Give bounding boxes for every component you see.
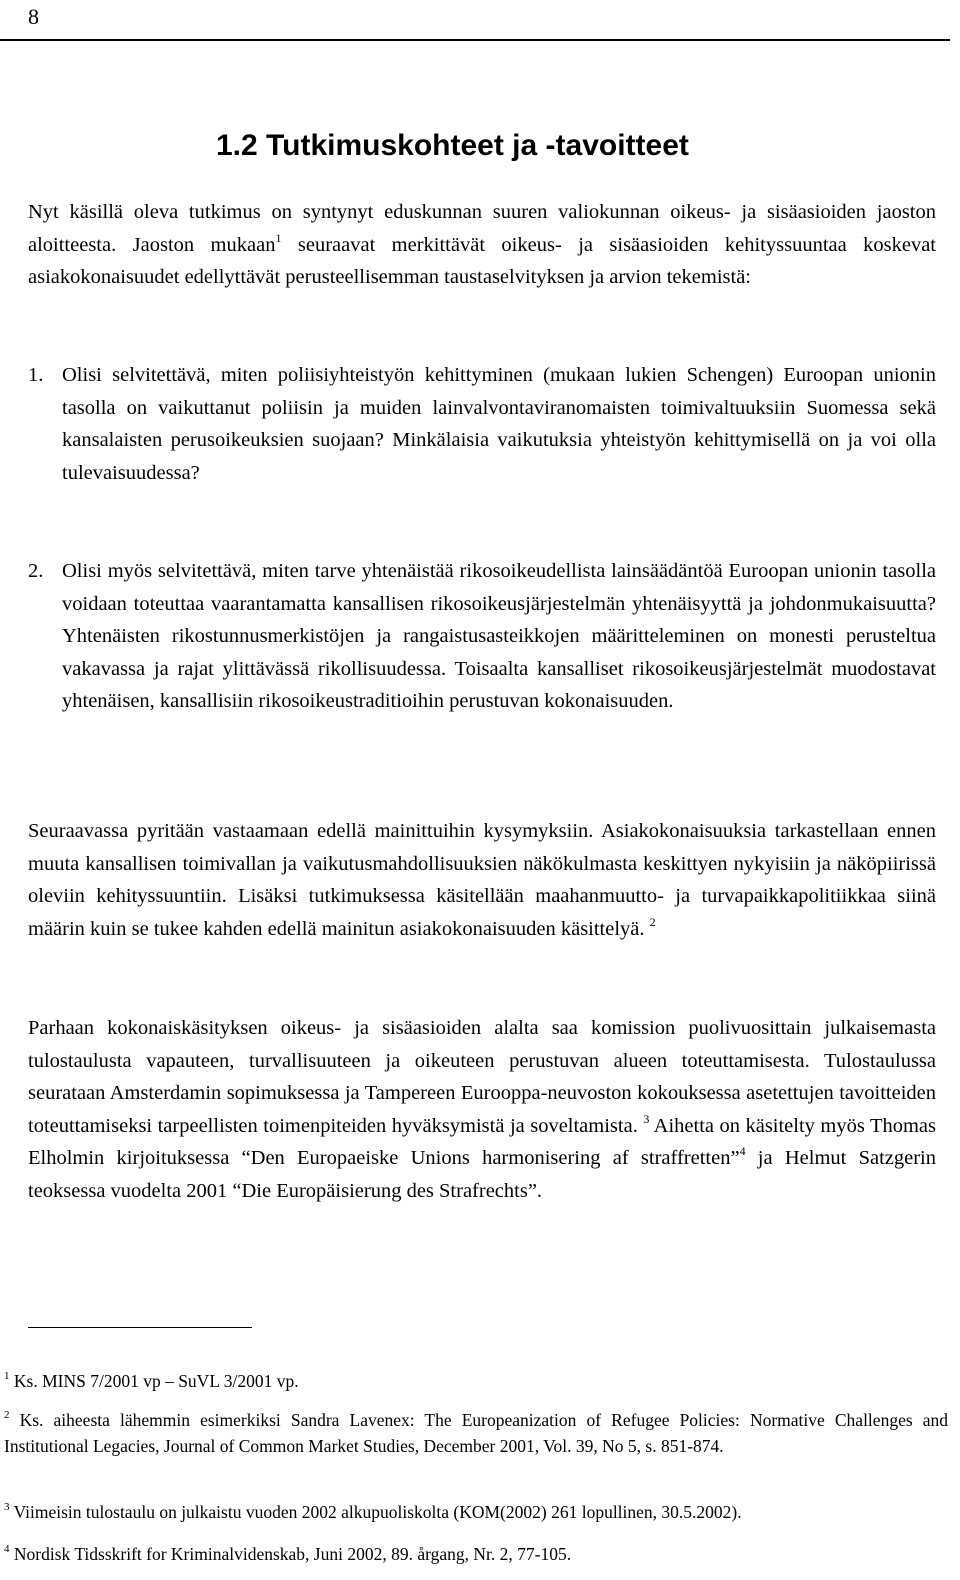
footnote-mark: 3 [4, 1501, 10, 1513]
paragraph-scope-text: Seuraavassa pyritään vastaamaan edellä mainittuihin kysymyksiin. Asiakokonaisuuksia tarkastellaan ennen muuta kansallisen toimivallan ja vaikutusmahdollisuuksien näkökulmasta keskittyen nykyisiin ja näköpiirissä oleviin kehityssuuntiin. Lisäksi tutkimuksessa käsitellään maahanmuutto- ja turvapaikkapolitiikkaa siinä määrin kuin se tukee kahden edellä mainitun asiakokonaisuuden käsittelyä. [28, 820, 936, 940]
footnote-text: Ks. MINS 7/2001 vp – SuVL 3/2001 vp. [13, 1371, 299, 1391]
footnote-ref-3: 3 [643, 1111, 650, 1126]
intro-text-part1: Nyt käsillä oleva tutkimus on syntynyt eduskunnan suuren valiokunnan oikeus- ja sisäasioiden jaoston aloitteesta. Jaoston mukaan [28, 201, 936, 256]
list-item-text: Olisi selvitettävä, miten poliisiyhteistyön kehittyminen (mukaan lukien Schengen) Euroopan unionin tasolla on vaikuttanut poliisin ja muiden lainvalvontaviranomaisten toimivaltuuksiin Suomessa sekä kansalaisten perusoikeuksien suojaan? Minkälaisia vaikutuksia yhteistyön kehittymisellä on ja voi olla tulevaisuudessa? [62, 364, 936, 484]
list-item-2 [28, 555, 936, 718]
page-number: 8 [28, 4, 39, 29]
paragraph-sources-part3: ja Helmut Satzgerin teoksessa vuodelta 2001 “Die Europäisierung des Strafrechts”. [28, 1147, 936, 1202]
list-item-number: 1. [28, 364, 44, 386]
paragraph-sources-part2: Aihetta on käsitelty myös Thomas Elholmin kirjoituksessa “Den Europaeiske Unions harmonisering af straffretten” [28, 1114, 936, 1169]
footnote-4 [4, 1541, 948, 1567]
list-item-number: 2. [28, 560, 44, 582]
paragraph-scope [28, 815, 936, 945]
footnote-separator [28, 1327, 252, 1328]
footnote-ref-4: 4 [739, 1144, 746, 1158]
paragraph-sources-part1: Parhaan kokonaiskäsityksen oikeus- ja sisäasioiden alalta saa komission puolivuosittain julkaisemasta tulostaulusta vapauteen, turvallisuuteen ja oikeuteen perustuvan alueen toteuttamisesta. Tulostaulussa seurataan Amsterdamin sopimuksessa ja Tampereen Eurooppa-neuvoston kokouksessa asetettujen tavoitteiden toteuttamiseksi tarpeellisten toimenpiteiden hyväksymistä ja soveltamista. [28, 1017, 936, 1137]
header-rule [0, 39, 950, 41]
footnote-mark: 4 [4, 1543, 10, 1555]
footnote-ref-1: 1 [275, 230, 282, 245]
footnote-text: Ks. aiheesta lähemmin esimerkiksi Sandra Lavenex: The Europeanization of Refugee Policies: Normative Challenges and Institutional Legacies, Journal of Common Market Studies, December 2001, Vol. 39, No 5, s. 851-874. [4, 1410, 949, 1456]
list-item-1 [28, 359, 936, 489]
footnote-ref-2: 2 [649, 914, 656, 929]
footnote-mark: 2 [4, 1409, 10, 1421]
section-title: 1.2 Tutkimuskohteet ja -tavoitteet [216, 129, 689, 162]
footnote-text: Nordisk Tidsskrift for Kriminalvidenskab, Juni 2002, 89. årgang, Nr. 2, 77-105. [13, 1544, 572, 1564]
footnote-2 [4, 1407, 948, 1459]
intro-paragraph [28, 196, 936, 294]
footnote-3 [4, 1499, 948, 1525]
footnote-mark: 1 [4, 1370, 10, 1382]
list-item-text: Olisi myös selvitettävä, miten tarve yhtenäistää rikosoikeudellista lainsäädäntöä Euroopan unionin tasolla voidaan toteuttaa vaarantamatta kansallisen rikosoikeusjärjestelmän yhtenäisyyttä ja johdonmukaisuutta? Yhtenäisten rikostunnusmerkistöjen ja rangaistusasteikkojen määritteleminen on monesti perusteltua vakavassa ja rajat ylittävässä rikollisuudessa. Toisaalta kansalliset rikosoikeusjärjestelmät muodostavat yhtenäisen, kansallisiin rikosoikeustraditioihin perustuvan kokonaisuuden. [62, 560, 936, 712]
paragraph-sources [28, 1012, 936, 1207]
footnote-1 [4, 1368, 948, 1394]
intro-text-part2: seuraavat merkittävät oikeus- ja sisäasioiden kehityssuuntaa koskevat asiakokonaisuudet edellyttävät perusteellisemman taustaselvityksen ja arvion tekemistä: [28, 233, 936, 288]
footnote-text: Viimeisin tulostaulu on julkaistu vuoden 2002 alkupuoliskolta (KOM(2002) 261 lopullinen, 30.5.2002). [13, 1502, 742, 1522]
